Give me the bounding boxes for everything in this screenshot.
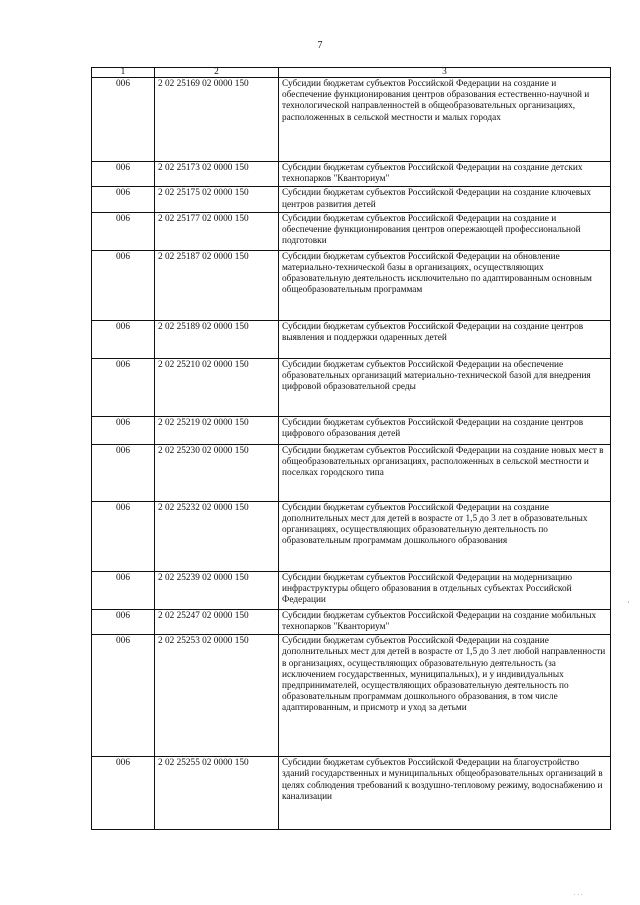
revenue-name-cell: Субсидии бюджетам субъектов Российской Федерации на создание дополнительных мест для детей в возрасте от 1,5 до 3 лет в образовательных организациях, осуществляющих образовательную деятельность по образовательным программам дошкольного образования	[279, 501, 611, 571]
budget-code-cell: 2 02 25169 02 0000 150	[155, 78, 279, 162]
budget-code-cell: 2 02 25230 02 0000 150	[155, 444, 279, 501]
admin-code-cell: 006	[92, 162, 155, 187]
revenue-name-cell: Субсидии бюджетам субъектов Российской Федерации на создание новых мест в общеобразовательных организациях, расположенных в сельской местности и поселках городского типа	[279, 444, 611, 501]
admin-code-cell: 006	[92, 416, 155, 444]
budget-code-cell: 2 02 25247 02 0000 150	[155, 609, 279, 634]
admin-code-cell: 006	[92, 501, 155, 571]
admin-code-cell: 006	[92, 78, 155, 162]
column-header-2: 2	[155, 68, 279, 78]
revenue-name-cell: Субсидии бюджетам субъектов Российской Федерации на создание дополнительных мест для детей в возрасте от 1,5 до 3 лет любой направленности в организациях, осуществляющих образовательную деятельность (за исключением государственных, муниципальных), и у индивидуальных предпринимателей, осуществляющих образовательную деятельность по образовательным программам дошкольного образования, в том числе адаптированным, и присмотр и уход за детьми	[279, 635, 611, 757]
budget-code-cell: 2 02 25232 02 0000 150	[155, 501, 279, 571]
budget-code-cell: 2 02 25253 02 0000 150	[155, 635, 279, 757]
admin-code-cell: 006	[92, 609, 155, 634]
revenue-name-cell: Субсидии бюджетам субъектов Российской Федерации на благоустройство зданий государственных и муниципальных общеобразовательных организаций в целях соблюдения требований к воздушно-тепловому режиму, водоснабжению и канализации	[279, 757, 611, 830]
revenue-name-cell: Субсидии бюджетам субъектов Российской Федерации на создание и обеспечение функционирования центров опережающей профессиональной подготовки	[279, 212, 611, 250]
table-row	[92, 320, 611, 358]
table-row	[92, 757, 611, 830]
table-row	[92, 444, 611, 501]
admin-code-cell: 006	[92, 250, 155, 320]
scan-edge-mark: ·	[627, 598, 630, 607]
scan-footer-mark: ...	[574, 891, 585, 897]
admin-code-cell: 006	[92, 320, 155, 358]
table-row	[92, 250, 611, 320]
table-row	[92, 609, 611, 634]
budget-code-cell: 2 02 25175 02 0000 150	[155, 187, 279, 212]
budget-code-cell: 2 02 25173 02 0000 150	[155, 162, 279, 187]
table-header-row	[92, 68, 611, 78]
column-header-1: 1	[92, 68, 155, 78]
table-row	[92, 501, 611, 571]
admin-code-cell: 006	[92, 444, 155, 501]
table-row	[92, 571, 611, 609]
table-row	[92, 358, 611, 416]
budget-code-cell: 2 02 25210 02 0000 150	[155, 358, 279, 416]
revenue-name-cell: Субсидии бюджетам субъектов Российской Федерации на создание и обеспечение функционирования центров образования естественно-научной и технологической направленностей в общеобразовательных организациях, расположенных в сельской местности и малых городах	[279, 78, 611, 162]
table-row	[92, 78, 611, 162]
revenue-name-cell: Субсидии бюджетам субъектов Российской Федерации на модернизацию инфраструктуры общего образования в отдельных субъектах Российской Федерации	[279, 571, 611, 609]
admin-code-cell: 006	[92, 358, 155, 416]
revenue-name-cell: Субсидии бюджетам субъектов Российской Федерации на создание ключевых центров развития детей	[279, 187, 611, 212]
admin-code-cell: 006	[92, 571, 155, 609]
budget-code-cell: 2 02 25219 02 0000 150	[155, 416, 279, 444]
column-header-3: 3	[279, 68, 611, 78]
revenue-name-cell: Субсидии бюджетам субъектов Российской Федерации на обеспечение образовательных организаций материально-технической базой для внедрения цифровой образовательной среды	[279, 358, 611, 416]
page-number: 7	[317, 40, 323, 51]
table-row	[92, 212, 611, 250]
table-row	[92, 187, 611, 212]
table-row	[92, 162, 611, 187]
revenue-name-cell: Субсидии бюджетам субъектов Российской Федерации на создание центров выявления и поддержки одаренных детей	[279, 320, 611, 358]
revenue-name-cell: Субсидии бюджетам субъектов Российской Федерации на создание центров цифрового образования детей	[279, 416, 611, 444]
budget-code-cell: 2 02 25255 02 0000 150	[155, 757, 279, 830]
table-row	[92, 635, 611, 757]
budget-code-cell: 2 02 25239 02 0000 150	[155, 571, 279, 609]
revenue-name-cell: Субсидии бюджетам субъектов Российской Федерации на создание детских технопарков "Кванториум"	[279, 162, 611, 187]
revenue-name-cell: Субсидии бюджетам субъектов Российской Федерации на создание мобильных технопарков "Кванториум"	[279, 609, 611, 634]
admin-code-cell: 006	[92, 757, 155, 830]
table-row	[92, 416, 611, 444]
admin-code-cell: 006	[92, 187, 155, 212]
revenue-name-cell: Субсидии бюджетам субъектов Российской Федерации на обновление материально-технической базы в организациях, осуществляющих образовательную деятельность исключительно по адаптированным основным общеобразовательным программам	[279, 250, 611, 320]
budget-code-cell: 2 02 25187 02 0000 150	[155, 250, 279, 320]
admin-code-cell: 006	[92, 635, 155, 757]
budget-code-cell: 2 02 25189 02 0000 150	[155, 320, 279, 358]
budget-revenue-table	[91, 67, 611, 830]
budget-code-cell: 2 02 25177 02 0000 150	[155, 212, 279, 250]
admin-code-cell: 006	[92, 212, 155, 250]
